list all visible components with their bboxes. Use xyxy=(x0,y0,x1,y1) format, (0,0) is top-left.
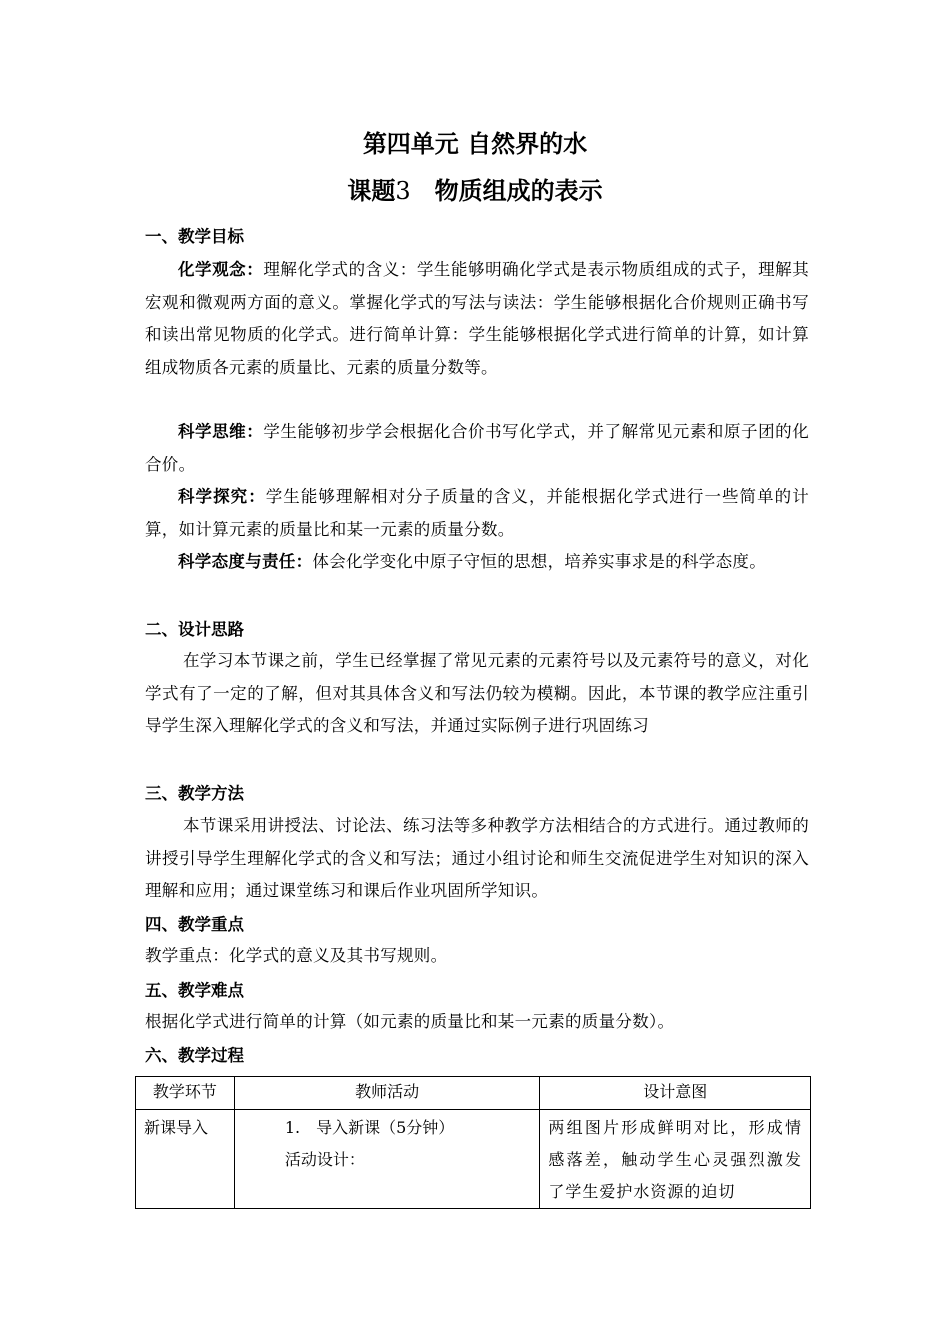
table-header-cell: 教师活动 xyxy=(234,1077,540,1110)
objective-text: 学生能够理解相对分子质量的含义，并能根据化学式进行一些简单的计算，如计算元素的质量比和某一元素的质量分数。 xyxy=(145,487,809,539)
objective-chemistry-concept xyxy=(145,254,809,384)
table-header-row xyxy=(136,1077,811,1110)
lesson-title xyxy=(0,176,950,206)
objective-scientific-inquiry xyxy=(145,481,809,546)
unit-title: 第四单元 自然界的水 xyxy=(362,130,588,158)
difficulties-paragraph: 根据化学式进行简单的计算（如元素的质量比和某一元素的质量分数）。 xyxy=(145,1012,675,1031)
table-row xyxy=(136,1110,811,1209)
objective-label: 科学思维： xyxy=(178,422,264,441)
table-cell-intent: 两组图片形成鲜明对比，形成情感落差，触动学生心灵强烈激发了学生爱护水资源的迫切 xyxy=(540,1110,811,1209)
objective-text: 学生能够初步学会根据化合价书写化学式，并了解常见元素和原子团的化合价。 xyxy=(145,422,809,474)
lesson-title-name: 物质组成的表示 xyxy=(434,177,603,205)
section-heading-key-points: 四、教学重点 xyxy=(145,915,244,934)
table-header-cell: 教学环节 xyxy=(136,1077,235,1110)
objective-attitude-responsibility xyxy=(145,546,809,579)
teaching-process-table xyxy=(135,1076,811,1209)
lesson-title-prefix: 课题 xyxy=(347,177,396,205)
table-header-cell: 设计意图 xyxy=(540,1077,811,1110)
section-heading-design: 二、设计思路 xyxy=(145,620,244,639)
design-paragraph: 在学习本节课之前，学生已经掌握了常见元素的元素符号以及元素符号的意义，对化学式有了一定的了解，但对其具体含义和写法仍较为模糊。因此，本节课的教学应注重引导学生深入理解化学式的含义和写法，并通过实际例子进行巩固练习 xyxy=(145,651,809,735)
objective-text: 理解化学式的含义：学生能够明确化学式是表示物质组成的式子，理解其宏观和微观两方面的意义。掌握化学式的写法与读法：学生能够根据化合价规则正确书写和读出常见物质的化学式。进行简单计算：学生能够根据化学式进行简单的计算，如计算组成物质各元素的质量比、元素的质量分数等。 xyxy=(145,260,809,377)
objective-label: 科学态度与责任： xyxy=(178,552,313,571)
objective-label: 科学探究： xyxy=(178,487,266,506)
lesson-title-number: 3 xyxy=(395,177,411,205)
section-heading-process: 六、教学过程 xyxy=(145,1046,244,1065)
section-heading-difficulties: 五、教学难点 xyxy=(145,981,244,1000)
activity-line: 1. 导入新课（5分钟） xyxy=(284,1118,455,1137)
activity-line: 活动设计： xyxy=(284,1150,365,1169)
objective-label: 化学观念： xyxy=(178,260,264,279)
section-heading-objectives: 一、教学目标 xyxy=(145,227,244,246)
objective-text: 体会化学变化中原子守恒的思想，培养实事求是的科学态度。 xyxy=(312,552,767,571)
objective-scientific-thinking xyxy=(145,416,809,481)
table-cell-activity xyxy=(234,1110,540,1209)
methods-paragraph: 本节课采用讲授法、讨论法、练习法等多种教学方法相结合的方式进行。通过教师的讲授引导学生理解化学式的含义和写法；通过小组讨论和师生交流促进学生对知识的深入理解和应用；通过课堂练习和课后作业巩固所学知识。 xyxy=(145,816,809,900)
key-points-paragraph: 教学重点：化学式的意义及其书写规则。 xyxy=(145,946,448,965)
section-heading-methods: 三、教学方法 xyxy=(145,784,244,803)
table-cell-stage: 新课导入 xyxy=(136,1110,235,1209)
